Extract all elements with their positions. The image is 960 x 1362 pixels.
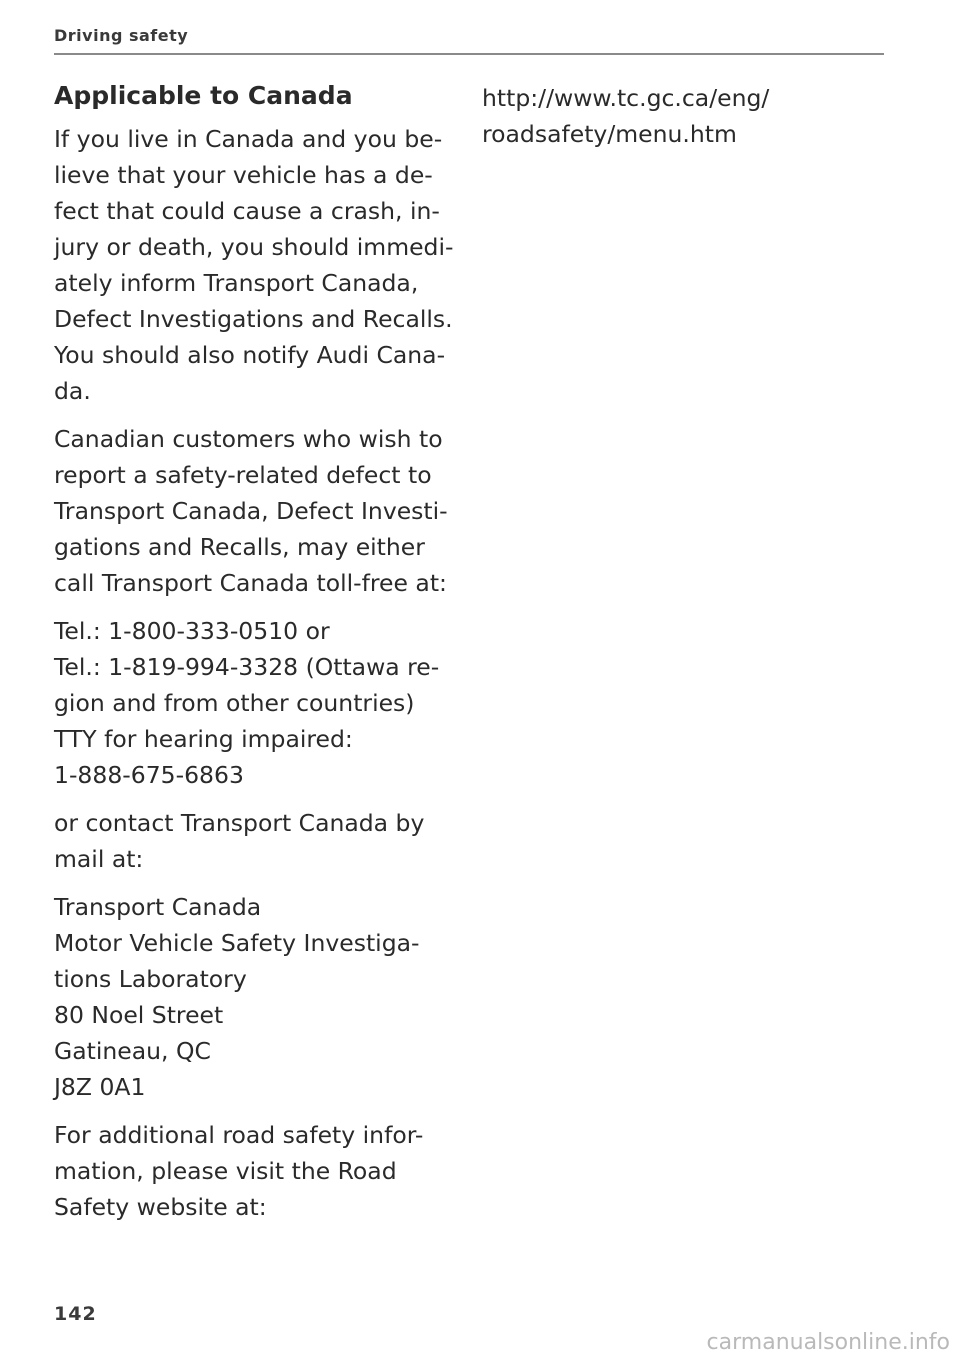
text-line: gations and Recalls, may either: [54, 533, 425, 561]
text-line: 1-888-675-6863: [54, 761, 244, 789]
url-line: roadsafety/menu.htm: [482, 120, 737, 148]
url-line: http://www.tc.gc.ca/eng/: [482, 84, 770, 112]
road-safety-url: [482, 80, 882, 152]
paragraph-contact-mail: [54, 805, 454, 877]
text-line: Transport Canada: [54, 893, 262, 921]
text-line: da.: [54, 377, 91, 405]
text-line: gion and from other countries): [54, 689, 415, 717]
text-line: Motor Vehicle Safety Investiga-: [54, 929, 420, 957]
text-line: Canadian customers who wish to: [54, 425, 443, 453]
text-line: Transport Canada, Defect Investi-: [54, 497, 448, 525]
text-line: mation, please visit the Road: [54, 1157, 397, 1185]
text-line: You should also notify Audi Cana-: [54, 341, 446, 369]
text-line: For additional road safety infor-: [54, 1121, 424, 1149]
text-line: or contact Transport Canada by: [54, 809, 425, 837]
text-line: jury or death, you should immedi-: [54, 233, 454, 261]
text-line: Safety website at:: [54, 1193, 267, 1221]
text-line: J8Z 0A1: [54, 1073, 146, 1101]
text-line: Gatineau, QC: [54, 1037, 211, 1065]
text-line: 80 Noel Street: [54, 1001, 224, 1029]
left-column: [54, 78, 454, 1237]
section-heading: Applicable to Canada: [54, 81, 353, 110]
page-number: 142: [54, 1303, 97, 1325]
text-line: TTY for hearing impaired:: [54, 725, 353, 753]
text-line: Defect Investigations and Recalls.: [54, 305, 453, 333]
paragraph-canadian-customers: [54, 421, 454, 601]
text-line: tions Laboratory: [54, 965, 247, 993]
watermark: carmanualsonline.info: [706, 1330, 950, 1355]
header-divider: [54, 53, 884, 55]
text-line: call Transport Canada toll-free at:: [54, 569, 447, 597]
paragraph-phone-numbers: [54, 613, 454, 793]
text-line: Tel.: 1-800-333-0510 or: [54, 617, 330, 645]
paragraph-defect-report: [54, 121, 454, 409]
right-column: [482, 80, 882, 164]
paragraph-mailing-address: [54, 889, 454, 1105]
text-line: Tel.: 1-819-994-3328 (Ottawa re-: [54, 653, 440, 681]
text-line: lieve that your vehicle has a de-: [54, 161, 433, 189]
running-header: Driving safety: [54, 26, 189, 45]
text-line: ately inform Transport Canada,: [54, 269, 419, 297]
text-line: fect that could cause a crash, in-: [54, 197, 440, 225]
text-line: mail at:: [54, 845, 144, 873]
paragraph-road-safety: [54, 1117, 454, 1225]
text-line: report a safety-related defect to: [54, 461, 432, 489]
text-line: If you live in Canada and you be-: [54, 125, 443, 153]
